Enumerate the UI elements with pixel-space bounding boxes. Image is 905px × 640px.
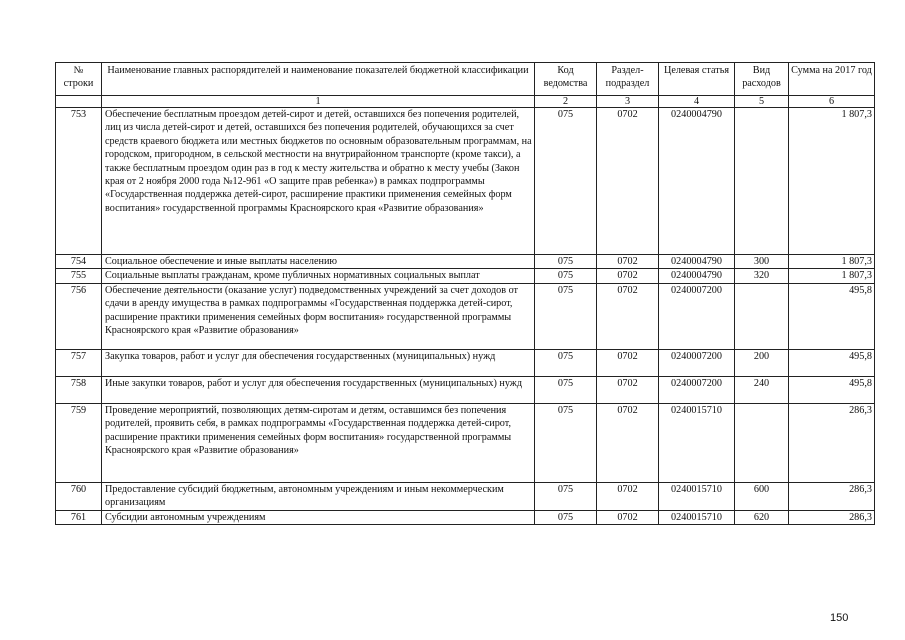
row-name: Предоставление субсидий бюджетным, автономным учреждениям и иным некоммерческим организациям [102,482,535,510]
row-number: 753 [56,108,102,255]
row-sum: 1 807,3 [789,269,875,283]
row-section: 0702 [597,255,659,269]
header-sum: Сумма на 2017 год [789,63,875,96]
table-row [56,403,875,482]
row-target-article: 0240015710 [659,403,735,482]
header-department-code: Код ведомства [535,63,597,96]
row-section: 0702 [597,269,659,283]
table-row [56,108,875,255]
row-name: Социальные выплаты гражданам, кроме публичных нормативных социальных выплат [102,269,535,283]
column-number: 3 [597,96,659,108]
row-department-code: 075 [535,349,597,376]
row-section: 0702 [597,482,659,510]
row-number: 761 [56,510,102,524]
row-section: 0702 [597,349,659,376]
row-name: Обеспечение деятельности (оказание услуг) подведомственных учреждений за счет доходов от сдачи в аренду имущества в рамках подпрограммы «Государственная поддержка детей-сирот, расширение практики применения семейных форм воспитания» государственной программы Красноярского края «Развитие образования» [102,283,535,349]
row-number: 758 [56,376,102,403]
row-department-code: 075 [535,283,597,349]
row-number: 757 [56,349,102,376]
row-target-article: 0240007200 [659,283,735,349]
row-expense-type [735,403,789,482]
table-body [56,96,875,525]
row-expense-type [735,108,789,255]
table-row [56,269,875,283]
row-department-code: 075 [535,403,597,482]
row-name: Субсидии автономным учреждениям [102,510,535,524]
row-expense-type: 600 [735,482,789,510]
table-row [56,283,875,349]
budget-table [55,62,875,525]
row-number: 756 [56,283,102,349]
row-target-article: 0240015710 [659,482,735,510]
row-section: 0702 [597,283,659,349]
header-section: Раздел-подраздел [597,63,659,96]
row-section: 0702 [597,376,659,403]
table-row [56,349,875,376]
row-expense-type: 300 [735,255,789,269]
row-department-code: 075 [535,269,597,283]
row-sum: 286,3 [789,403,875,482]
row-target-article: 0240004790 [659,269,735,283]
budget-table-container [55,62,874,525]
row-target-article: 0240004790 [659,108,735,255]
row-expense-type: 320 [735,269,789,283]
column-number: 1 [102,96,535,108]
row-target-article: 0240007200 [659,349,735,376]
row-name: Проведение мероприятий, позволяющих детям-сиротам и детям, оставшимся без попечения родителей, проявить себя, в рамках подпрограммы «Государственная поддержка детей-сирот, расширение практики применения семейных форм воспитания» государственной программы Красноярского края «Развитие образования» [102,403,535,482]
header-name: Наименование главных распорядителей и наименование показателей бюджетной классификации [102,63,535,96]
row-department-code: 075 [535,510,597,524]
header-expense-type: Вид расходов [735,63,789,96]
row-target-article: 0240007200 [659,376,735,403]
row-department-code: 075 [535,108,597,255]
row-sum: 286,3 [789,482,875,510]
header-target-article: Целевая статья [659,63,735,96]
row-number: 760 [56,482,102,510]
header-row [56,63,875,96]
row-target-article: 0240004790 [659,255,735,269]
row-sum: 495,8 [789,283,875,349]
row-section: 0702 [597,403,659,482]
table-row [56,255,875,269]
row-expense-type: 620 [735,510,789,524]
page-number: 150 [830,612,849,624]
column-number: 4 [659,96,735,108]
row-name: Иные закупки товаров, работ и услуг для обеспечения государственных (муниципальных) нужд [102,376,535,403]
column-number: 6 [789,96,875,108]
row-department-code: 075 [535,376,597,403]
column-number: 2 [535,96,597,108]
table-row [56,376,875,403]
column-numbers-row [56,96,875,108]
row-section: 0702 [597,108,659,255]
row-number: 754 [56,255,102,269]
row-sum: 1 807,3 [789,255,875,269]
row-number: 755 [56,269,102,283]
row-department-code: 075 [535,255,597,269]
table-row [56,482,875,510]
row-sum: 495,8 [789,349,875,376]
row-target-article: 0240015710 [659,510,735,524]
row-name: Социальное обеспечение и иные выплаты населению [102,255,535,269]
row-section: 0702 [597,510,659,524]
row-expense-type: 200 [735,349,789,376]
row-name: Закупка товаров, работ и услуг для обеспечения государственных (муниципальных) нужд [102,349,535,376]
row-sum: 495,8 [789,376,875,403]
column-number: 5 [735,96,789,108]
row-name: Обеспечение бесплатным проездом детей-сирот и детей, оставшихся без попечения родителей, лиц из числа детей-сирот и детей, оставшихся без попечения родителей, обучающихся за счет средств краевого бюджета или местных бюджетов по основным образовательным программам, на городском, пригородном, в сельской местности на внутрирайонном транспорте (кроме такси), а также бесплатным проездом один раз в год к месту жительства и обратно к месту учебы (Закон края от 2 ноября 2000 года №12-961 «О защите прав ребенка») в рамках подпрограммы «Государственная поддержка детей-сирот, расширение практики применения семейных форм воспитания» государственной программы Красноярского края «Развитие образования» [102,108,535,255]
row-sum: 286,3 [789,510,875,524]
table-row [56,510,875,524]
row-expense-type [735,283,789,349]
row-sum: 1 807,3 [789,108,875,255]
row-number: 759 [56,403,102,482]
row-department-code: 075 [535,482,597,510]
column-number-blank [56,96,102,108]
header-row-number: № строки [56,63,102,96]
row-expense-type: 240 [735,376,789,403]
